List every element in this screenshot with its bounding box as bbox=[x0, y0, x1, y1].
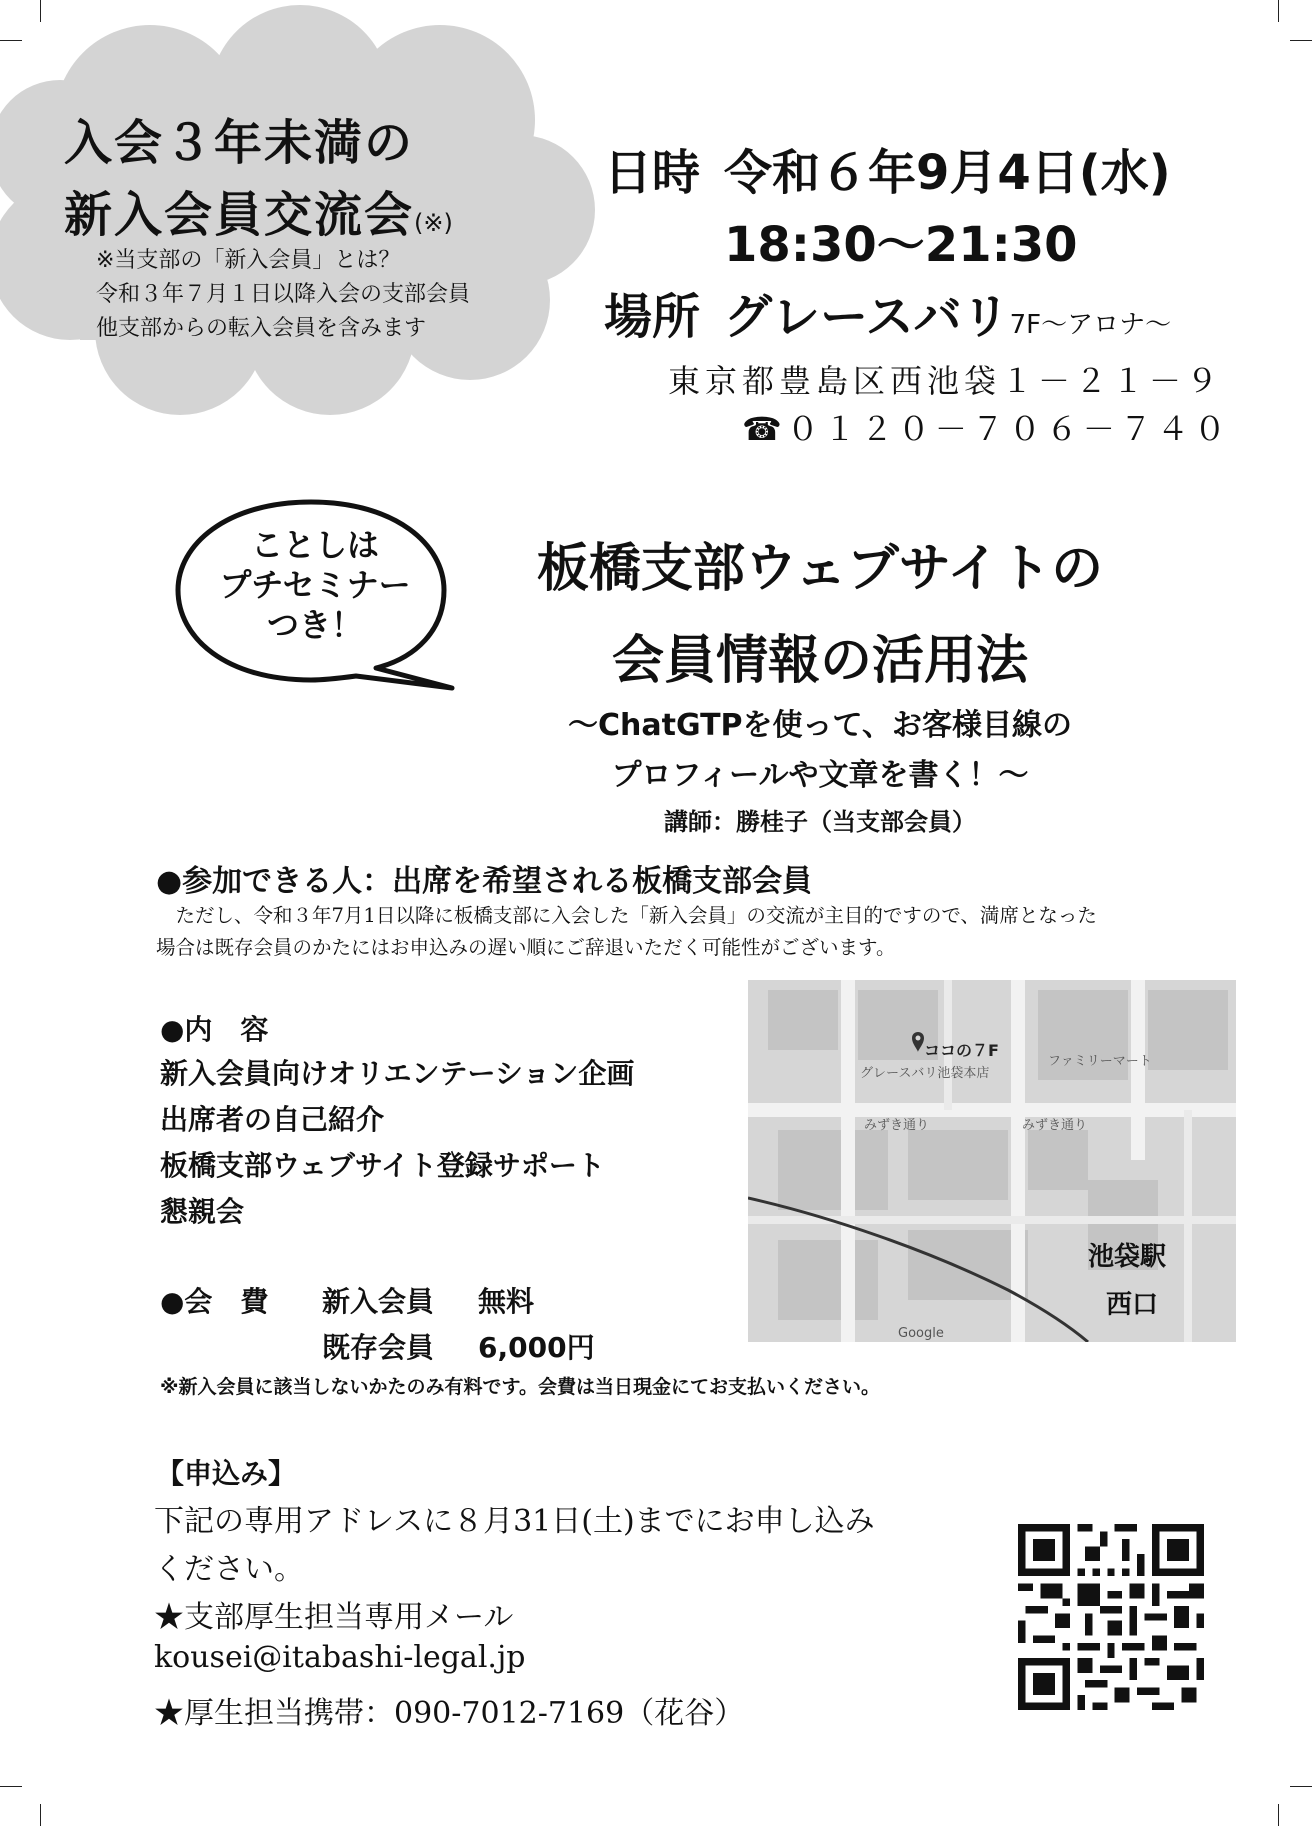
eligibility-line: 場合は既存会員のかたにはお申込みの遅い順にご辞退いただく可能性がございます。 bbox=[156, 936, 896, 959]
crop-mark bbox=[1278, 1804, 1279, 1826]
location-map bbox=[748, 980, 1236, 1342]
apply-phone: ★厚生担当携帯：090-7012-7169（花谷） bbox=[154, 1696, 745, 1731]
map-shop-label: ファミリーマート bbox=[1048, 1054, 1152, 1069]
venue-name: グレースバリ bbox=[724, 289, 1010, 345]
seminar-subtitle-line-1: 〜ChatGTPを使って、お客様目線の bbox=[568, 708, 1072, 743]
event-time: 18:30〜21:30 bbox=[724, 217, 1078, 273]
content-heading: ●内 容 bbox=[160, 1013, 269, 1046]
bubble-text bbox=[180, 525, 450, 645]
event-date bbox=[604, 134, 1171, 203]
note-line: 他支部からの転入会員を含みます bbox=[96, 316, 427, 341]
apply-line: 下記の専用アドレスに８月31日(土)までにお申し込み bbox=[154, 1504, 875, 1539]
bubble-line: プチセミナー bbox=[219, 566, 411, 604]
venue-address: 東京都豊島区西池袋１－２１－９ bbox=[668, 362, 1224, 400]
qr-code[interactable] bbox=[1018, 1524, 1204, 1710]
fee-type: 新入会員 bbox=[322, 1285, 435, 1318]
content-item: 新入会員向けオリエンテーション企画 bbox=[160, 1057, 635, 1090]
map-street-label: みずき通り bbox=[864, 1118, 930, 1133]
fee-note: ※新入会員に該当しないかたのみ有料です。会費は当日現金にてお支払いください。 bbox=[160, 1376, 880, 1398]
content-item: 出席者の自己紹介 bbox=[160, 1103, 385, 1136]
apply-line: ★支部厚生担当専用メール bbox=[154, 1600, 514, 1635]
crop-mark bbox=[1278, 0, 1279, 22]
map-graphic bbox=[748, 980, 1236, 1342]
fee-row-new bbox=[160, 1280, 534, 1320]
content-item: 懇親会 bbox=[160, 1195, 245, 1228]
map-pin-label: ココの７F bbox=[924, 1041, 999, 1060]
eligibility-heading: ●参加できる人：出席を希望される板橋支部会員 bbox=[156, 864, 813, 899]
title-line-2 bbox=[64, 176, 453, 245]
title-text: 新入会員交流会 bbox=[64, 187, 415, 243]
title-line-1: 入会３年未満の bbox=[64, 115, 415, 171]
content-item: 板橋支部ウェブサイト登録サポート bbox=[160, 1149, 605, 1182]
map-credit: Google bbox=[898, 1326, 944, 1341]
place-label: 場所 bbox=[604, 289, 701, 345]
apply-heading: 【申込み】 bbox=[156, 1457, 297, 1490]
fee-heading: ●会 費 bbox=[160, 1285, 269, 1318]
fee-row-existing bbox=[322, 1326, 595, 1366]
note-line: ※当支部の「新入会員」とは？ bbox=[96, 248, 401, 273]
date-label: 日時 bbox=[604, 145, 701, 201]
seminar-title-line-1: 板橋支部ウェブサイトの bbox=[536, 539, 1104, 599]
date-value: 令和６年9月4日(水) bbox=[724, 145, 1171, 201]
crop-mark bbox=[1290, 1786, 1312, 1787]
eligibility-text bbox=[156, 900, 1097, 964]
note-line: 令和３年７月１日以降入会の支部会員 bbox=[96, 282, 471, 307]
eligibility-line: ただし、令和３年7月1日以降に板橋支部に入会した「新入会員」の交流が主目的ですので、満席となった bbox=[156, 904, 1097, 927]
apply-email[interactable]: kousei@itabashi-legal.jp bbox=[154, 1640, 526, 1675]
title-note-mark: (※) bbox=[414, 209, 453, 237]
crop-mark bbox=[0, 1786, 22, 1787]
fee-price: 6,000円 bbox=[478, 1331, 595, 1364]
fee-type: 既存会員 bbox=[322, 1331, 435, 1364]
map-station-label: 池袋駅 bbox=[1088, 1242, 1167, 1272]
crop-mark bbox=[1290, 40, 1312, 41]
map-exit-label: 西口 bbox=[1106, 1290, 1159, 1320]
crop-mark bbox=[40, 1804, 41, 1826]
bubble-line: ことしは bbox=[250, 526, 379, 564]
map-street-label: みずき通り bbox=[1022, 1118, 1088, 1133]
apply-line: ください。 bbox=[154, 1552, 304, 1587]
bubble-line: つき！ bbox=[266, 606, 363, 644]
map-shop-label: グレースバリ池袋本店 bbox=[860, 1066, 990, 1081]
venue-phone: ☎０１２０－７０６－７４０ bbox=[742, 410, 1231, 448]
venue-floor: 7F〜アロナ〜 bbox=[1009, 310, 1172, 340]
fee-price: 無料 bbox=[478, 1285, 535, 1318]
seminar-subtitle-line-2: プロフィールや文章を書く！〜 bbox=[611, 758, 1029, 793]
member-definition-note bbox=[96, 244, 470, 346]
seminar-title-line-2: 会員情報の活用法 bbox=[611, 631, 1028, 691]
lecturer: 講師：勝桂子（当支部会員） bbox=[664, 808, 976, 836]
event-place bbox=[604, 278, 1171, 347]
